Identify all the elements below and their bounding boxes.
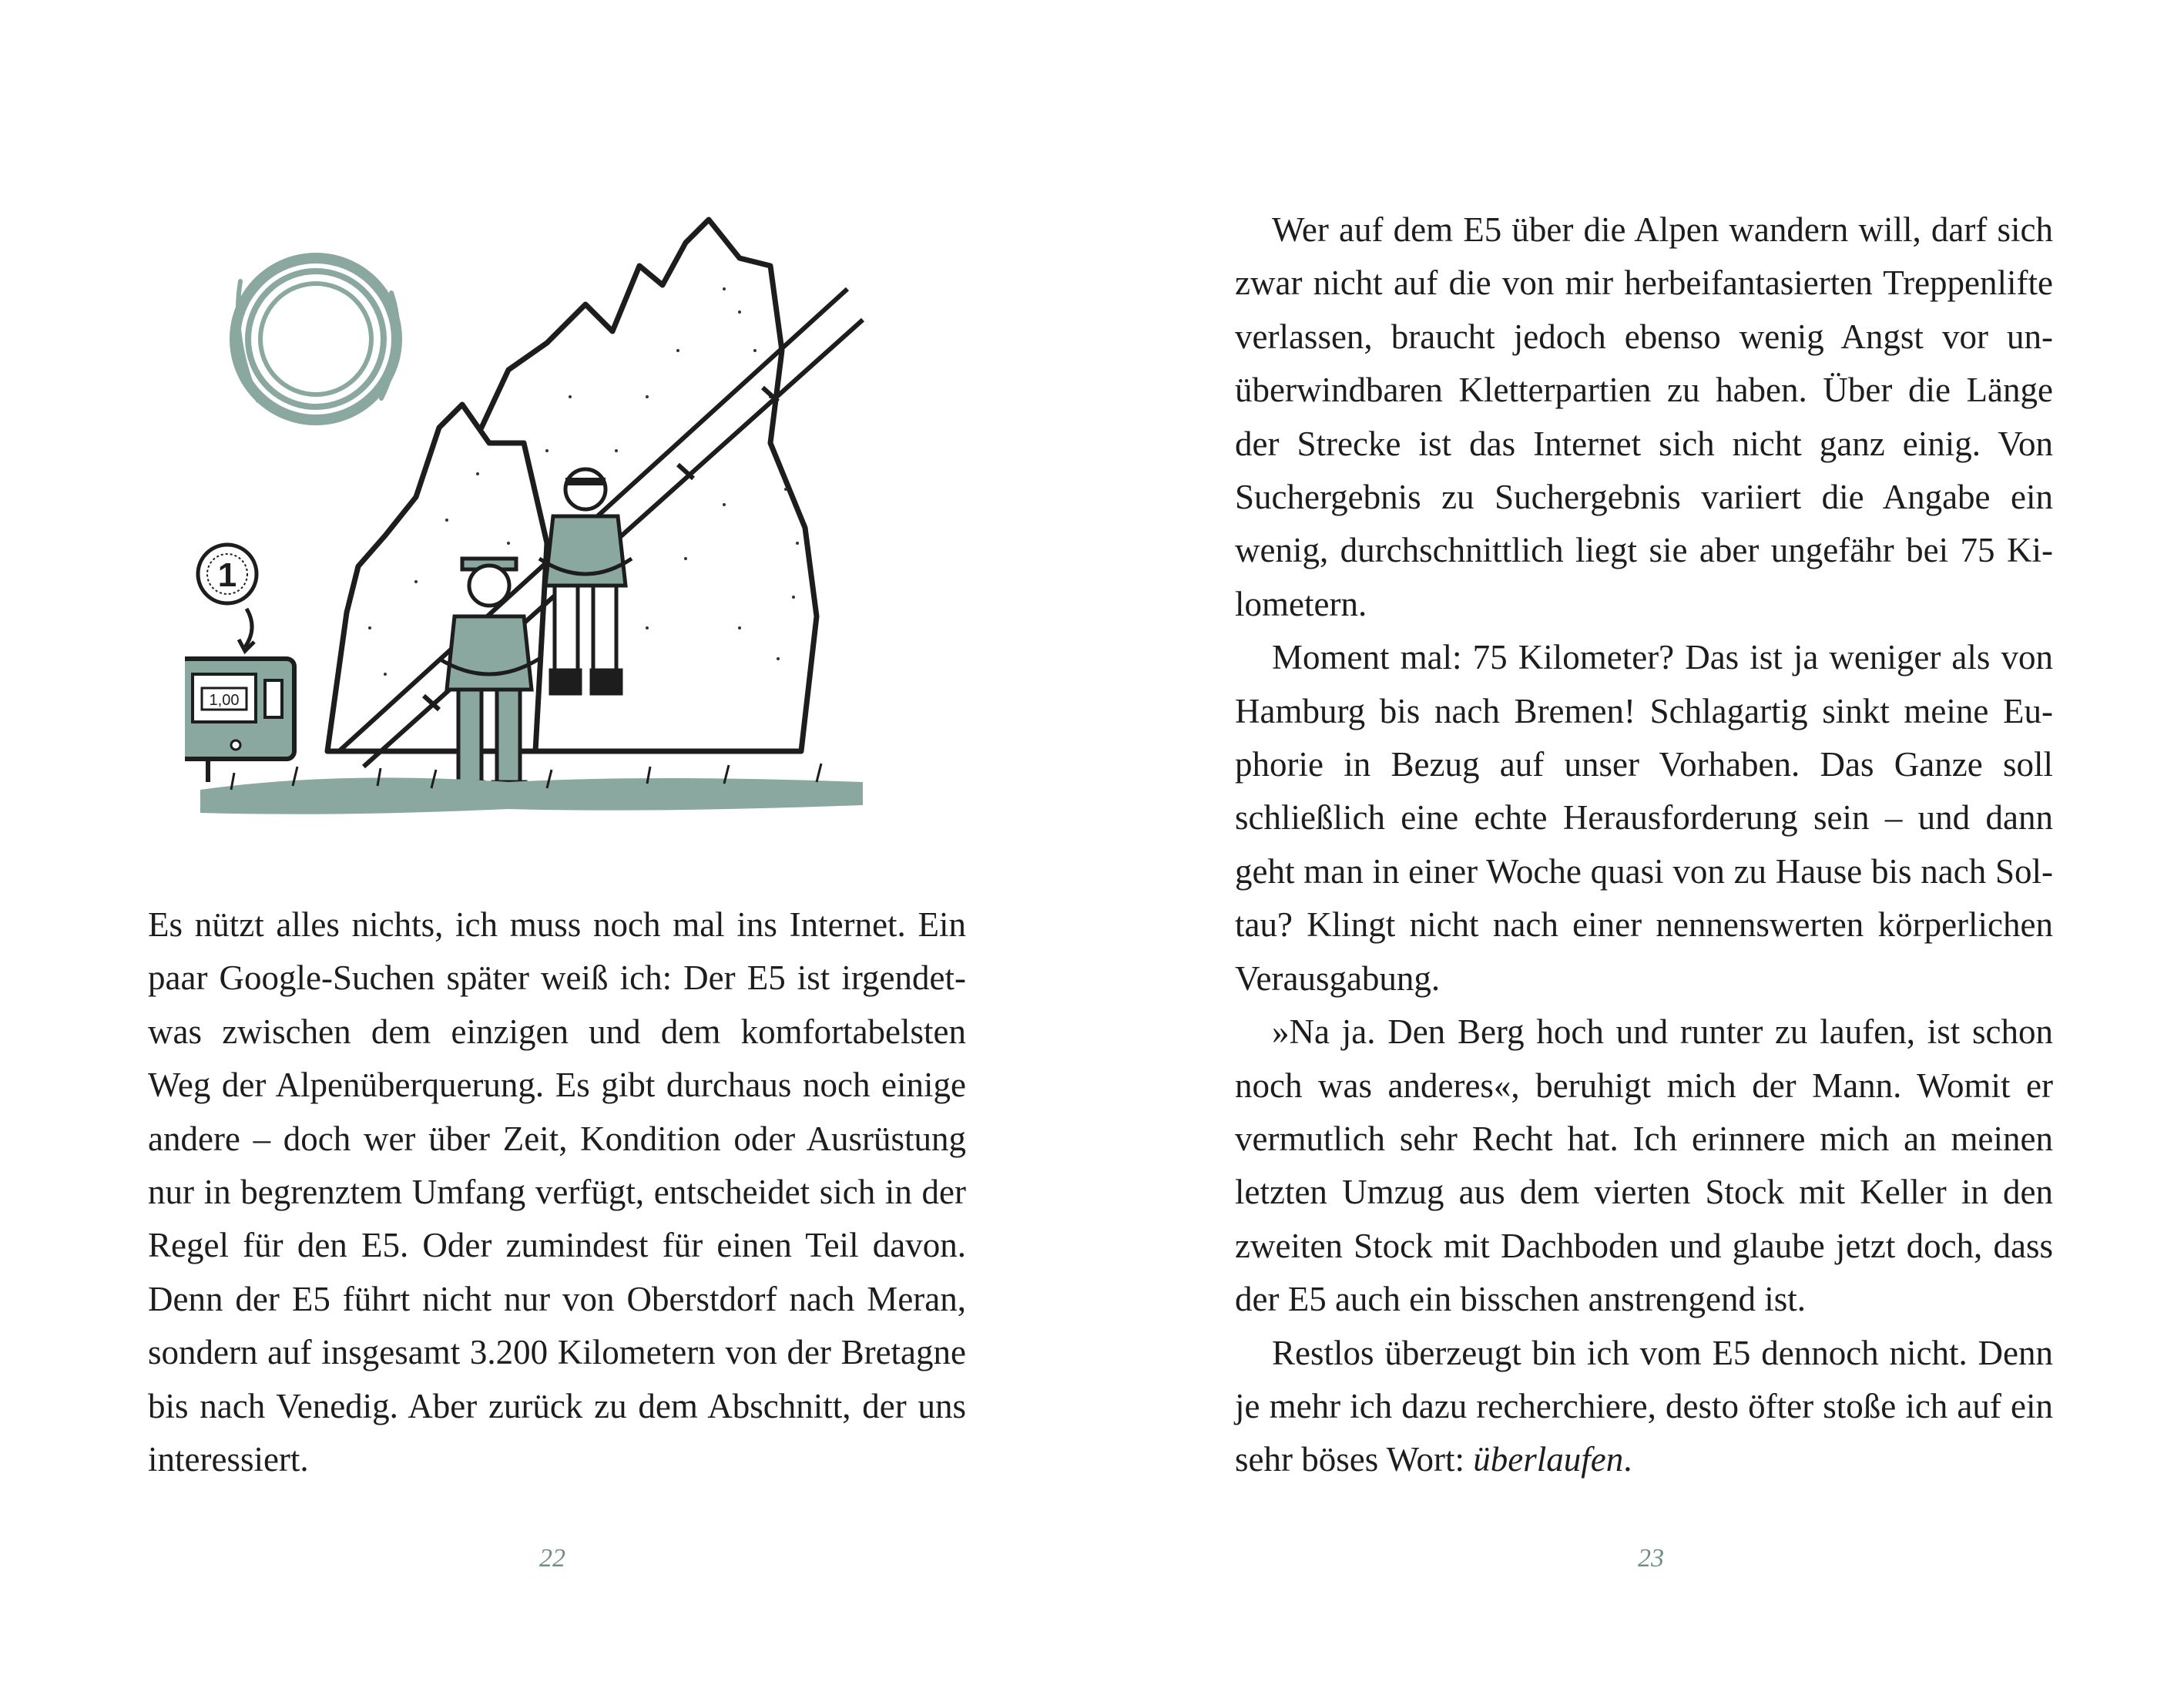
paragraph: Moment mal: 75 Kilometer? Das ist ja weniger als von Hamburg bis nach Bremen! Schlagartig sinkt meine Euphorie in Bezug auf unser Vorhaben. Das Ganze soll schließlich eine echte Herausforderung sein – und dann geht man in einer Woche quasi von zu Hause bis nach Soltau? Klingt nicht nach einer nennenswerten körperlichen Verausgabung. xyxy=(1235,638,2053,998)
final-punct: . xyxy=(1623,1440,1632,1479)
right-body-text xyxy=(1235,203,2053,1487)
text-line: Regel für den E5. Oder zumindest für einen Teil davon. xyxy=(148,1226,966,1265)
grass xyxy=(200,764,863,814)
page-number: 23 xyxy=(1638,1544,1664,1573)
text-line: Es nützt alles nichts, ich muss noch mal ins Internet. Ein xyxy=(148,905,966,944)
svg-text:1,00: 1,00 xyxy=(209,692,240,709)
paragraph-last xyxy=(1235,1327,2053,1487)
left-body-text xyxy=(148,898,966,1486)
text-line: sondern auf insgesamt 3.200 Kilometern von der Bretagne xyxy=(148,1333,966,1372)
text-line: nur in begrenztem Umfang verfügt, entscheidet sich in der xyxy=(148,1173,966,1212)
svg-text:1: 1 xyxy=(217,556,237,594)
text-line: Denn der E5 führt nicht nur von Oberstdorf nach Meran, xyxy=(148,1279,966,1318)
text-line: interessiert. xyxy=(148,1440,309,1479)
right-page xyxy=(1092,0,2184,1702)
paragraph-text: Restlos überzeugt bin ich vom E5 dennoch nicht. Denn je mehr ich dazu recherchiere, desto öfter stoße ich auf ein sehr böses Wort: xyxy=(1235,1333,2053,1479)
italic-word: überlaufen xyxy=(1473,1440,1624,1479)
text-line: andere – doch wer über Zeit, Kondition oder Ausrüstung xyxy=(148,1119,966,1158)
page-number: 22 xyxy=(539,1544,565,1573)
ticket-machine-icon xyxy=(185,659,294,782)
paragraph: Wer auf dem E5 über die Alpen wandern will, darf sich zwar nicht auf die von mir herbeifantasierten Treppenlifte verlassen, braucht jedoch ebenso wenig Angst vor unüberwindbaren Kletterpartien zu haben. Über die Länge der Strecke ist das Internet sich nicht ganz einig. Von Suchergebnis zu Suchergebnis variiert die Angabe ein wenig, durchschnittlich liegt sie aber ungefähr bei 75 Kilometern. xyxy=(1235,210,2053,623)
text-line: was zwischen dem einzigen und dem komfortabelsten xyxy=(148,1012,966,1051)
number-badge-icon xyxy=(198,545,257,651)
illustration xyxy=(185,196,971,828)
sun-icon xyxy=(235,258,398,420)
text-line: bis nach Venedig. Aber zurück zu dem Abschnitt, der uns xyxy=(148,1386,966,1425)
text-line: paar Google-Suchen später weiß ich: Der E5 ist irgendet- xyxy=(148,958,966,998)
paragraph: »Na ja. Den Berg hoch und runter zu laufen, ist schon noch was anderes«, beruhigt mich der Mann. Womit er vermutlich sehr Recht hat. Ich erinnere mich an meinen letzten Umzug aus dem vierten Stock mit Keller in den zweiten Stock mit Dachboden und glaube jetzt doch, dass der E5 auch ein bisschen anstrengend ist. xyxy=(1235,1012,2053,1319)
text-line: Weg der Alpenüberquerung. Es gibt durchaus noch einige xyxy=(148,1066,966,1105)
